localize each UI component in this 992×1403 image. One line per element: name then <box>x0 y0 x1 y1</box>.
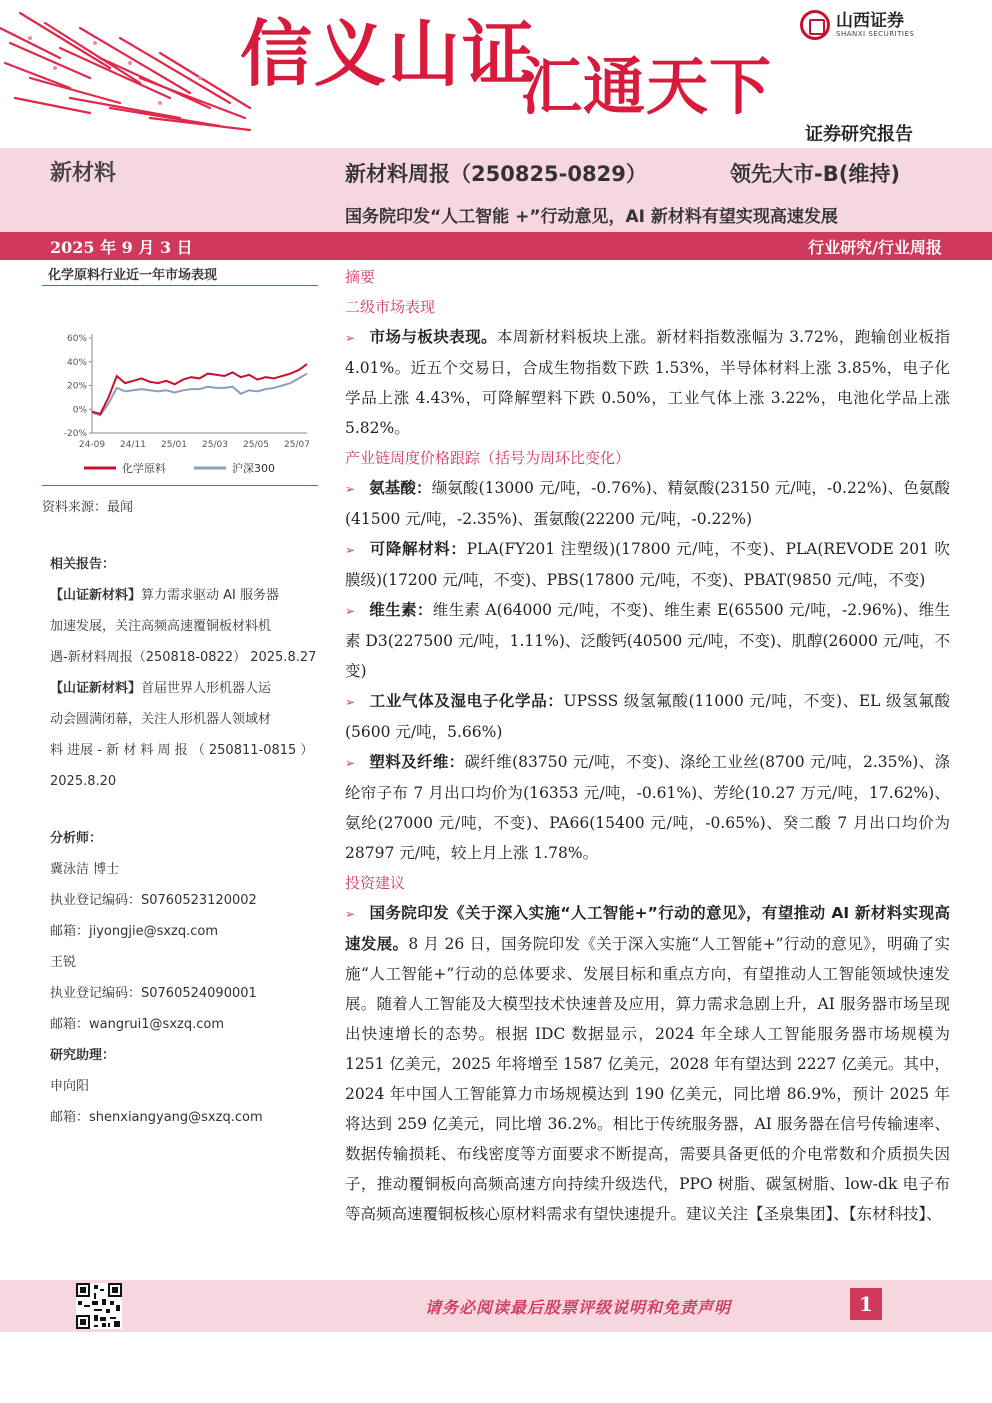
assistant-name: 申向阳 <box>50 1079 90 1094</box>
slogan-part2: 汇通天下 <box>520 50 773 123</box>
market-head: 二级市场表现 <box>345 298 436 316</box>
market-paragraph <box>345 322 950 443</box>
rating: 领先大市-B(维持) <box>730 162 900 186</box>
x-tick-label: 25/05 <box>243 440 269 450</box>
report-category: 行业研究/行业周报 <box>808 238 942 257</box>
y-tick-label: 60% <box>66 334 87 344</box>
invest-paragraph <box>345 898 950 1229</box>
company-logo <box>800 10 914 40</box>
series-line <box>92 374 307 416</box>
related-report-2[interactable] <box>50 673 318 797</box>
chart-source: 资料来源：最闻 <box>42 500 134 515</box>
para-text: 维生素 A(64000 元/吨，不变)、维生素 E(65500 元/吨，-2.96%)、维生素 D3(227500 元/吨，1.11%)、泛酸钙(40500 元/吨，不变)、肌醇(26000 元/吨，不变) <box>345 601 950 680</box>
related-report-1[interactable] <box>50 580 318 673</box>
disclaimer[interactable]: 请务必阅读最后股票评级说明和免责声明 <box>425 1298 732 1317</box>
analyst-name: 王锐 <box>50 955 77 970</box>
price-head: 产业链周度价格跟踪（括号为周环比变化） <box>345 449 631 467</box>
page-number: 1 <box>850 1288 882 1320</box>
para-lead: 氨基酸： <box>369 479 432 497</box>
para-lead: 国务院印发《关于深入实施“人工智能+”行动的意见》，有望推动 AI 新材料实现高速发展。 <box>345 904 950 953</box>
arrow-bullet-icon: ➢ <box>345 604 356 618</box>
y-tick-label: -20% <box>63 429 87 439</box>
legend-label: 沪深300 <box>232 462 275 475</box>
related-reports <box>42 549 318 797</box>
analyst-reg: 执业登记编码：S0760523120002 <box>50 893 257 908</box>
market-chart-svg <box>42 286 318 486</box>
related-tag: 【山证新材料】 <box>50 681 142 696</box>
fiber-paragraph <box>345 747 950 868</box>
analyst-email[interactable]: 邮箱：jiyongjie@sxzq.com <box>50 924 219 939</box>
para-text: 缬氨酸(13000 元/吨，-0.76%)、精氨酸(23150 元/吨，-0.22%)、色氨酸(41500 元/吨，-2.35%)、蛋氨酸(22200 元/吨，-0.22%) <box>345 479 950 528</box>
qr-code-icon[interactable] <box>76 1283 122 1329</box>
para-text: PLA(FY201 注塑级)(17800 元/吨，不变)、PLA(REVODE 201 吹膜级)(17200 元/吨，不变)、PBS(17800 元/吨，不变)、PBAT(9850 元/吨，不变) <box>345 540 950 589</box>
market-chart <box>42 286 318 486</box>
abstract-head: 摘要 <box>345 268 376 286</box>
related-line: 2025.8.20 <box>50 774 117 789</box>
y-tick-label: 20% <box>66 381 87 392</box>
assistant-email[interactable]: 邮箱：shenxiangyang@sxzq.com <box>50 1110 263 1125</box>
analyst-name: 冀泳洁 博士 <box>50 862 120 877</box>
para-lead: 工业气体及湿电子化学品： <box>369 692 564 710</box>
report-date: 2025 年 9 月 3 日 <box>50 238 193 257</box>
banner <box>0 0 992 150</box>
related-line: 加速发展，关注高频高速覆铜板材料机 <box>50 619 272 634</box>
para-lead: 塑料及纤维： <box>369 753 465 771</box>
x-tick-label: 24/11 <box>120 440 146 450</box>
arrow-bullet-icon: ➢ <box>345 907 356 921</box>
analyst-head: 分析师： <box>50 831 103 846</box>
related-line: 料 进展 - 新 材 料 周 报 （ 250811-0815 ） <box>50 743 314 758</box>
para-text: 本周新材料板块上涨。新材料指数涨幅为 3.72%，跑输创业板指 4.01%。近五个交易日，合成生物指数下跌 1.53%，半导体材料上涨 3.85%，电子化学品上涨 4.43%，可降解塑料下跌 0.50%，工业气体上涨 3.22%，电池化学品上涨 5.82%。 <box>345 328 950 437</box>
arrow-bullet-icon: ➢ <box>345 543 356 557</box>
report-title: 新材料周报（250825-0829） <box>345 162 647 186</box>
main-content <box>345 262 950 1229</box>
arrow-bullet-icon: ➢ <box>345 331 356 345</box>
logo-name: 山西证券 <box>836 10 904 31</box>
arrow-bullet-icon: ➢ <box>345 482 356 496</box>
para-lead: 可降解材料： <box>369 540 467 558</box>
related-line: 首届世界人形机器人运 <box>141 681 272 696</box>
report-type: 证券研究报告 <box>805 124 913 145</box>
y-tick-label: 0% <box>72 405 87 416</box>
assistant-head: 研究助理： <box>50 1048 116 1063</box>
chart-caption: 化学原料行业近一年市场表现 <box>42 262 318 286</box>
para-lead: 维生素： <box>369 601 433 619</box>
arrow-bullet-icon: ➢ <box>345 756 356 770</box>
para-text: UPSSS 级氢氟酸(11000 元/吨，不变)、EL 级氢氟酸(5600 元/吨，5.66%) <box>345 692 950 741</box>
related-head: 相关报告： <box>50 557 116 572</box>
y-tick-label: 40% <box>66 357 87 368</box>
sidebar <box>42 262 318 1133</box>
logo-name-en: SHANXI SECURITIES <box>836 30 915 39</box>
para-text: 碳纤维(83750 元/吨，不变)、涤纶工业丝(8700 元/吨，2.35%)、涤纶帘子布 7 月出口均价为(16353 元/吨，-0.61%)、芳纶(10.27 万元/吨，17.62%)、氨纶(27000 元/吨，不变)、PA66(15400 元/吨，-0.65%)、癸二酸 7 月出口均价为 28797 元/吨，较上月上涨 1.78%。 <box>345 753 950 862</box>
slogan-part1: 信义山证 <box>240 12 537 96</box>
analyst-reg: 执业登记编码：S0760524090001 <box>50 986 257 1001</box>
related-line: 算力需求驱动 AI 服务器 <box>141 588 280 603</box>
logo-mark-icon <box>800 10 830 40</box>
degradable-paragraph <box>345 534 950 595</box>
vitamin-paragraph <box>345 595 950 686</box>
headline: 国务院印发“人工智能 +”行动意见，AI 新材料有望实现高速发展 <box>345 207 838 227</box>
related-line: 动会圆满闭幕，关注人形机器人领域材 <box>50 712 272 727</box>
x-tick-label: 25/01 <box>161 440 187 450</box>
related-tag: 【山证新材料】 <box>50 588 142 603</box>
x-tick-label: 24-09 <box>78 440 106 450</box>
gas-paragraph <box>345 686 950 747</box>
x-tick-label: 25/03 <box>202 440 228 450</box>
related-line: 遇-新材料周报（250818-0822） 2025.8.27 <box>50 650 317 665</box>
para-lead: 市场与板块表现。 <box>369 328 497 346</box>
x-tick-label: 25/07 <box>284 440 310 450</box>
invest-head: 投资建议 <box>345 874 406 892</box>
legend-label: 化学原料 <box>122 462 166 475</box>
sector-label: 新材料 <box>50 161 117 186</box>
para-text: 8 月 26 日，国务院印发《关于深入实施“人工智能+”行动的意见》，明确了实施“人工智能+”行动的总体要求、发展目标和重点方向，有望推动人工智能领域快速发展。随着人工智能及大模型技术快速普及应用，算力需求急剧上升，AI 服务器市场呈现出快速增长的态势。根据 IDC 数据显示，2024 年全球人工智能服务器市场规模为 1251 亿美元，2025 年将增至 1587 亿美元，2028 年有望达到 2227 亿美元。其中，2024 年中国人工智能算力市场规模达到 190 亿美元，同比增 86.9%，预计 2025 年将达到 259 亿美元，同比增 36.2%。相比于传统服务器，AI 服务器在信号传输速率、数据传输损耗、布线密度等方面要求不断提高，需要具备更低的介电常数和介质损失因子，推动覆铜板向高频高速方向持续升级迭代，PPO 树脂、碳氢树脂、low-dk 电子布等高频高速覆铜板核心原材料需求有望快速提升。建议关注【圣泉集团】、【东材科技】、 <box>345 935 950 1223</box>
analysts <box>42 823 318 1133</box>
arrow-bullet-icon: ➢ <box>345 695 356 709</box>
analyst-email[interactable]: 邮箱：wangrui1@sxzq.com <box>50 1017 224 1032</box>
amino-paragraph <box>345 473 950 534</box>
